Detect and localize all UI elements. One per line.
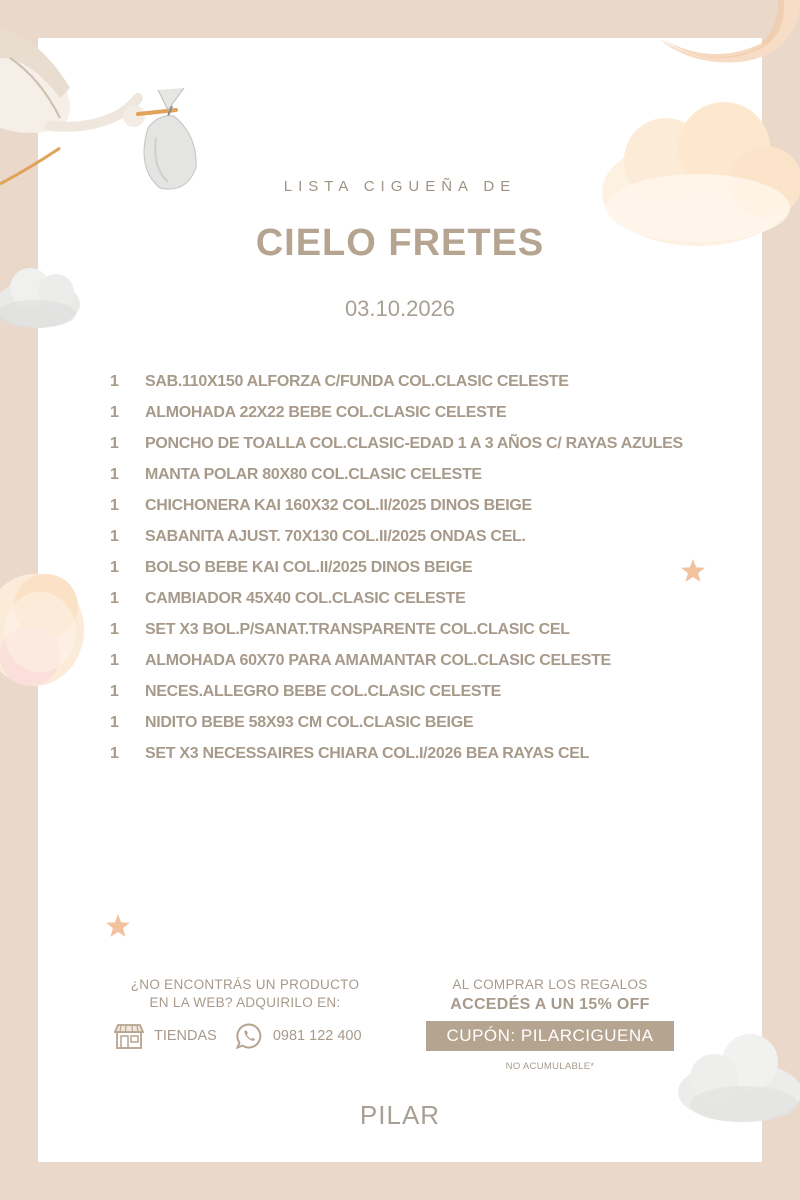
item-description: SET X3 BOL.P/SANAT.TRANSPARENTE COL.CLASIC CEL <box>145 620 570 638</box>
promo-note: NO ACUMULABLE* <box>505 1061 595 1072</box>
item-quantity: 1 <box>110 434 119 452</box>
list-item <box>110 707 770 738</box>
baby-name-title: CIELO FRETES <box>255 222 545 264</box>
list-item <box>110 645 770 676</box>
item-quantity: 1 <box>110 589 119 607</box>
item-description: MANTA POLAR 80X80 COL.CLASIC CELESTE <box>145 465 482 483</box>
list-item <box>110 552 770 583</box>
item-description: CHICHONERA KAI 160X32 COL.II/2025 DINOS BEIGE <box>145 496 532 514</box>
list-item <box>110 428 770 459</box>
list-date: 03.10.2026 <box>344 296 456 321</box>
list-item <box>110 583 770 614</box>
item-quantity: 1 <box>110 558 119 576</box>
list-subtitle: LISTA CIGUEÑA DE <box>283 178 517 195</box>
list-item <box>110 490 770 521</box>
moon-icon <box>650 0 800 70</box>
item-quantity: 1 <box>110 651 119 669</box>
item-quantity: 1 <box>110 682 119 700</box>
item-quantity: 1 <box>110 527 119 545</box>
promo-line1: AL COMPRAR LOS REGALOS <box>452 977 648 992</box>
item-quantity: 1 <box>110 496 119 514</box>
item-description: ALMOHADA 60X70 PARA AMAMANTAR COL.CLASIC CELESTE <box>145 651 611 669</box>
item-description: NIDITO BEBE 58X93 CM COL.CLASIC BEIGE <box>145 713 474 731</box>
item-description: BOLSO BEBE KAI COL.II/2025 DINOS BEIGE <box>145 558 473 576</box>
item-quantity: 1 <box>110 372 119 390</box>
item-description: SABANITA AJUST. 70X130 COL.II/2025 ONDAS CEL. <box>145 527 526 545</box>
star-icon <box>105 913 131 939</box>
item-description: SET X3 NECESSAIRES CHIARA COL.I/2026 BEA RAYAS CEL <box>145 744 590 762</box>
cloud-icon <box>0 552 86 692</box>
item-description: CAMBIADOR 45X40 COL.CLASIC CELESTE <box>145 589 466 607</box>
item-description: SAB.110X150 ALFORZA C/FUNDA COL.CLASIC CELESTE <box>145 372 569 390</box>
brand-logo: PILAR <box>359 1100 441 1130</box>
phone-link[interactable]: 0981 122 400 <box>272 1028 362 1044</box>
gift-list <box>110 366 770 769</box>
item-description: NECES.ALLEGRO BEBE COL.CLASIC CELESTE <box>145 682 502 700</box>
store-question-line1: ¿NO ENCONTRÁS UN PRODUCTO <box>130 977 360 992</box>
item-quantity: 1 <box>110 713 119 731</box>
item-description: ALMOHADA 22X22 BEBE COL.CLASIC CELESTE <box>145 403 507 421</box>
promo-line2: ACCEDÉS A UN 15% OFF <box>450 996 650 1013</box>
promo-info <box>424 976 676 1072</box>
list-item <box>110 397 770 428</box>
list-item <box>110 614 770 645</box>
store-icon <box>114 1023 144 1049</box>
list-item <box>110 521 770 552</box>
whatsapp-icon <box>235 1022 263 1050</box>
item-quantity: 1 <box>110 465 119 483</box>
item-description: PONCHO DE TOALLA COL.CLASIC-EDAD 1 A 3 AÑOS C/ RAYAS AZULES <box>145 434 683 452</box>
item-quantity: 1 <box>110 403 119 421</box>
coupon-badge: CUPÓN: PILARCIGUENA <box>426 1021 674 1051</box>
stork-icon <box>0 18 200 196</box>
list-item <box>110 738 770 769</box>
store-question-line2: EN LA WEB? ADQUIRILO EN: <box>149 995 341 1010</box>
stores-link[interactable]: TIENDAS <box>154 1028 217 1044</box>
list-item <box>110 366 770 397</box>
item-quantity: 1 <box>110 744 119 762</box>
list-item <box>110 459 770 490</box>
contact-row <box>114 1020 384 1052</box>
store-info <box>110 976 380 1012</box>
item-quantity: 1 <box>110 620 119 638</box>
list-item <box>110 676 770 707</box>
